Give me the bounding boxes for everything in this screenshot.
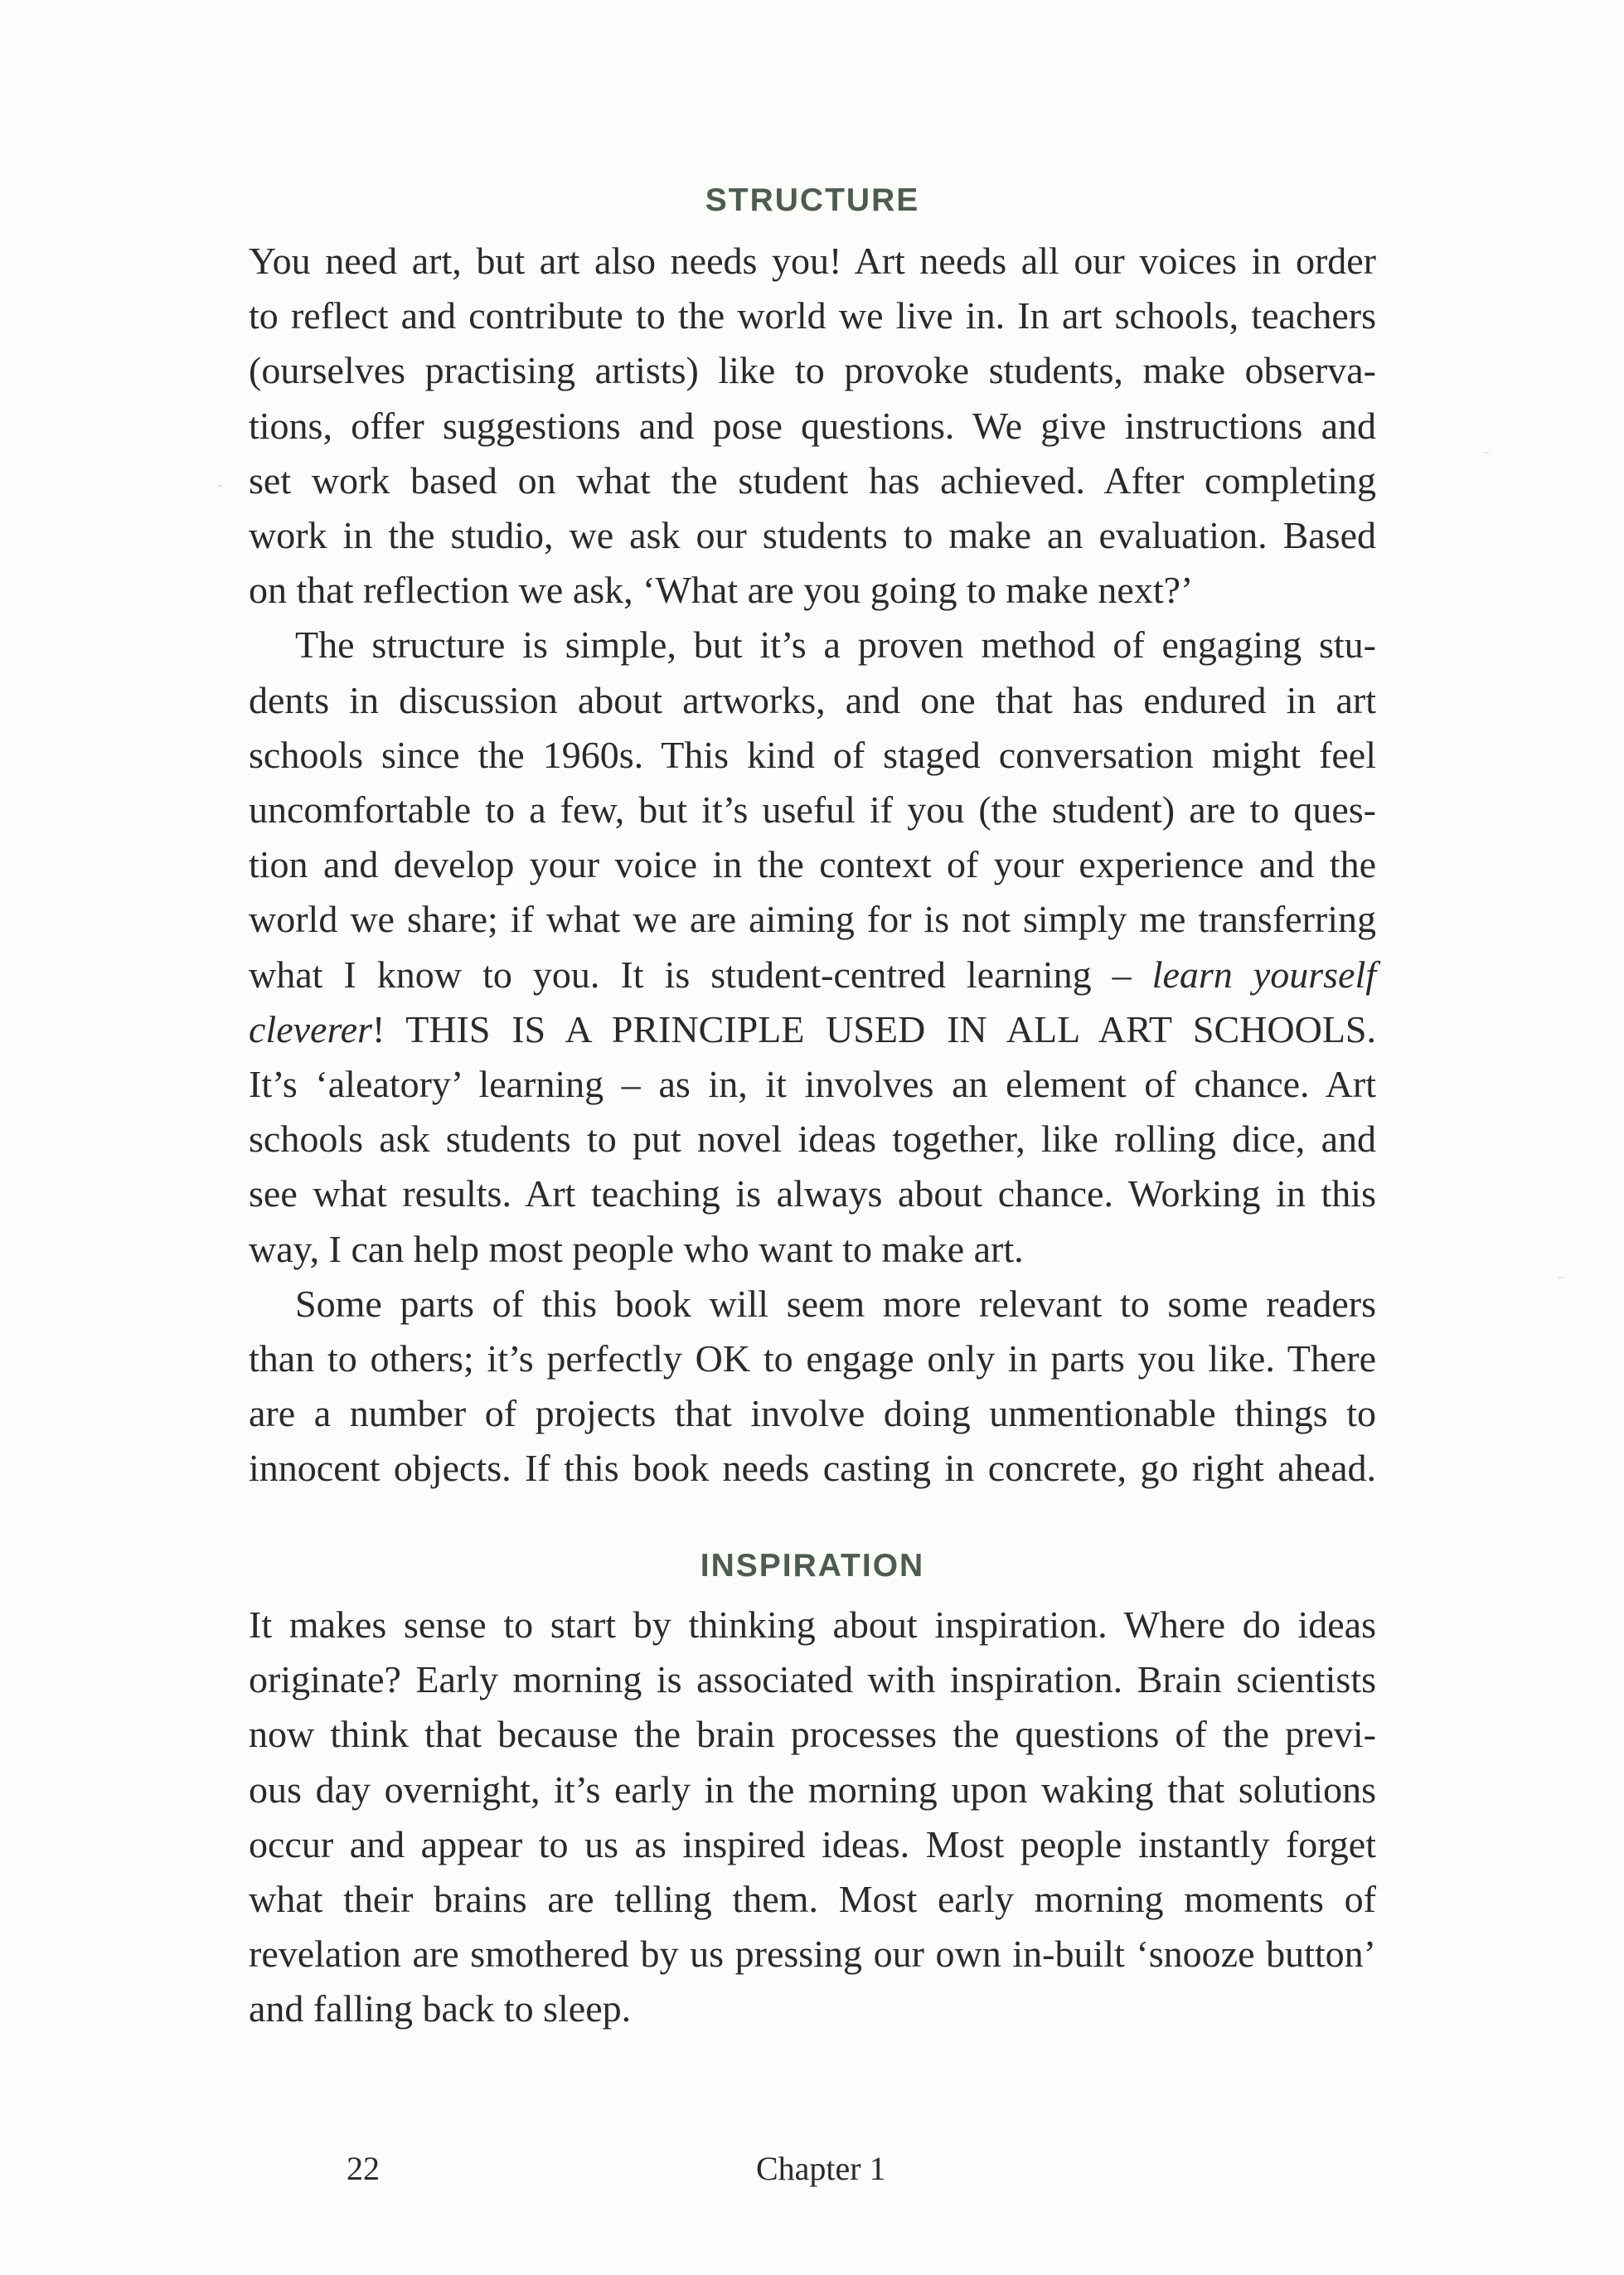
- text-line: what their brains are telling them. Most early morning moments of: [249, 1878, 1376, 1921]
- text-line: You need art, but art also needs you! Art needs all our voices in order: [249, 240, 1376, 282]
- text-line: on that reflection we ask, ‘What are you going to make next?’: [249, 569, 1194, 612]
- text-line: world we share; if what we are aiming for is not simply me transferring: [249, 898, 1376, 941]
- paragraph: [249, 234, 1376, 618]
- paragraph: [249, 1277, 1376, 1496]
- text-line: [249, 948, 1376, 1002]
- text-line: [249, 1002, 1376, 1057]
- text-line: way, I can help most people who want to make art.: [249, 1227, 1024, 1270]
- paragraph: [249, 618, 1376, 1276]
- text-line: ous day overnight, it’s early in the morning upon waking that solutions: [249, 1768, 1376, 1811]
- scan-speck: [1559, 1277, 1563, 1278]
- text-line: now think that because the brain processes the questions of the previ-: [249, 1713, 1376, 1756]
- text-line: tions, offer suggestions and pose questions. We give instructions and: [249, 404, 1376, 447]
- inspiration-body: [249, 1598, 1376, 2037]
- text-line: schools since the 1960s. This kind of staged conversation might feel: [249, 733, 1376, 776]
- paragraph: [249, 1598, 1376, 2037]
- text-line: than to others; it’s perfectly OK to engage only in parts you like. There: [249, 1337, 1376, 1380]
- italic-text: cleverer: [249, 1007, 372, 1050]
- text-line: and falling back to sleep.: [249, 1987, 632, 2030]
- text-line: occur and appear to us as inspired ideas. Most people instantly forget: [249, 1822, 1376, 1865]
- text-line: uncomfortable to a few, but it’s useful if you (the student) are to ques-: [249, 788, 1376, 832]
- page-number: 22: [347, 2150, 380, 2187]
- text-line: It makes sense to start by thinking about inspiration. Where do ideas: [249, 1603, 1376, 1646]
- section-heading-structure: STRUCTURE: [705, 182, 920, 218]
- running-footer-title: Chapter 1: [756, 2150, 886, 2187]
- text-line: set work based on what the student has achieved. After completing: [249, 458, 1376, 502]
- text-segment: what I know to you. It is student-centred learning –: [249, 953, 1152, 996]
- text-line: innocent objects. If this book needs casting in concrete, go right ahead.: [249, 1447, 1376, 1490]
- text-line: The structure is simple, but it’s a proven method of engaging stu-: [295, 623, 1376, 667]
- text-segment: ! THIS IS A PRINCIPLE USED IN ALL ART SCHOOLS.: [371, 1007, 1376, 1050]
- text-line: to reflect and contribute to the world we live in. In art schools, teachers: [249, 294, 1376, 337]
- text-line: Some parts of this book will seem more relevant to some readers: [295, 1282, 1376, 1325]
- text-line: tion and develop your voice in the context of your experience and the: [249, 843, 1376, 886]
- italic-text: learn yourself: [1151, 953, 1377, 996]
- text-line: (ourselves practising artists) like to provoke students, make observa-: [249, 349, 1376, 392]
- section-heading-inspiration: INSPIRATION: [700, 1548, 925, 1584]
- scan-speck: [217, 485, 222, 487]
- text-line: originate? Early morning is associated with inspiration. Brain scientists: [249, 1658, 1376, 1701]
- text-line: schools ask students to put novel ideas together, like rolling dice, and: [249, 1118, 1376, 1161]
- structure-body: [249, 234, 1376, 1496]
- scan-speck: [1484, 452, 1489, 454]
- text-line: are a number of projects that involve doing unmentionable things to: [249, 1392, 1376, 1435]
- text-line: see what results. Art teaching is always about chance. Working in this: [249, 1172, 1376, 1215]
- text-line: work in the studio, we ask our students to make an evaluation. Based: [249, 514, 1376, 557]
- text-line: revelation are smothered by us pressing our own in-built ‘snooze button’: [249, 1933, 1376, 1976]
- text-line: dents in discussion about artworks, and one that has endured in art: [249, 678, 1376, 721]
- text-line: It’s ‘aleatory’ learning – as in, it involves an element of chance. Art: [249, 1063, 1376, 1106]
